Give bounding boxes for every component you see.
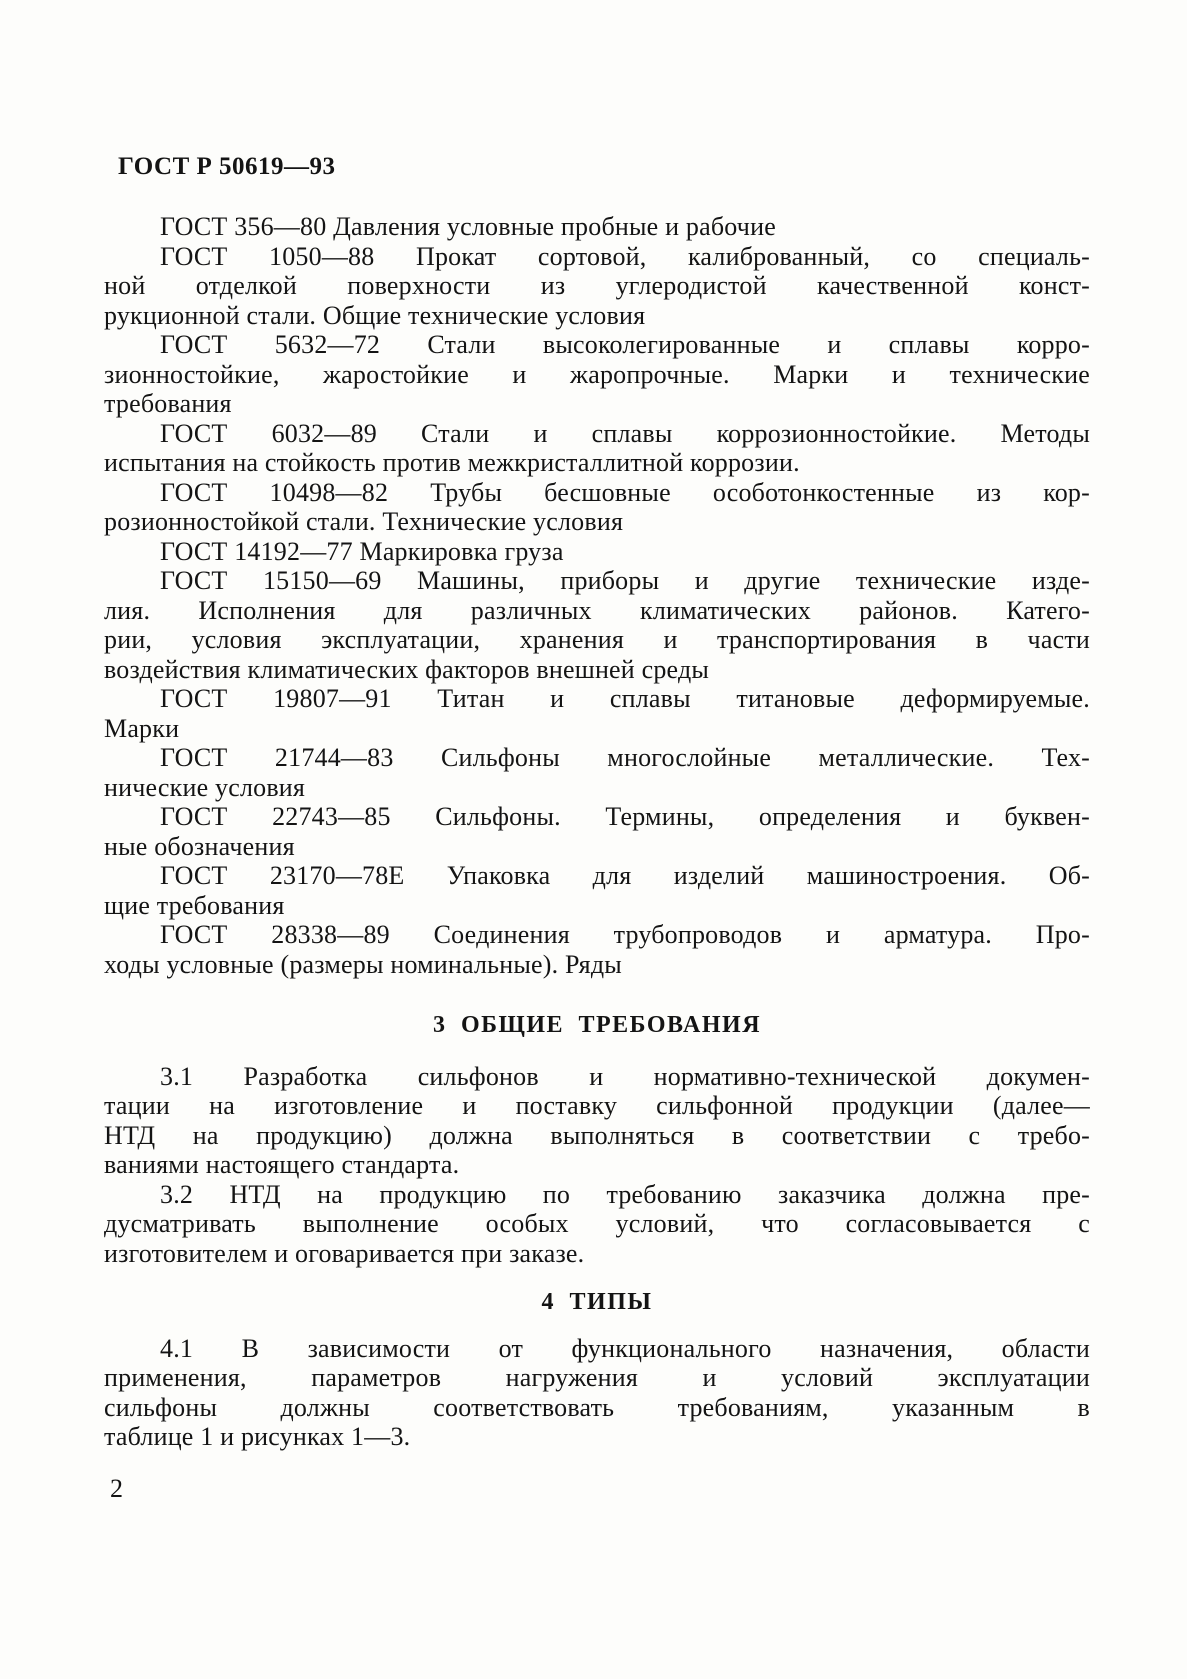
text-line: рии, условия эксплуатации, хранения и транспортирования в части (104, 625, 1090, 654)
reference-paragraph (104, 242, 1090, 331)
text-line: розионностойкой стали. Технические условия (104, 507, 624, 536)
text-line: ГОСТ 22743—85 Сильфоны. Термины, определения и буквен- (160, 802, 1090, 831)
page-number: 2 (110, 1474, 123, 1503)
text-line: щие требования (104, 890, 285, 920)
text-line: 3.2 НТД на продукцию по требованию заказчика должна пре- (160, 1179, 1090, 1209)
text-line: лия. Исполнения для различных климатических районов. Катего- (104, 595, 1090, 625)
text-line: ГОСТ 1050—88 Прокат сортовой, калиброванный, со специаль- (160, 241, 1090, 271)
running-header: ГОСТ Р 50619—93 (118, 153, 336, 180)
text-line: дусматривать выполнение особых условий, что согласовывается с (104, 1209, 1090, 1238)
reference-paragraph (104, 684, 1090, 743)
text-line: требования (104, 389, 232, 418)
body-paragraph (104, 1180, 1090, 1269)
reference-paragraph (104, 802, 1090, 861)
text-line: ГОСТ 28338—89 Соединения трубопроводов и арматура. Про- (160, 920, 1090, 949)
text-line: ГОСТ 19807—91 Титан и сплавы титановые деформируемые. (160, 684, 1090, 713)
reference-paragraph (104, 212, 1090, 242)
text-line: Марки (104, 713, 180, 743)
text-line: ходы условные (размеры номинальные). Ряды (104, 949, 622, 979)
text-line: ные обозначения (104, 831, 295, 861)
text-line: ной отделкой поверхности из углеродистой качественной конст- (104, 271, 1090, 300)
text-line: ваниями настоящего стандарта. (104, 1150, 460, 1179)
section-heading-general-requirements: 3 ОБЩИЕ ТРЕБОВАНИЯ (432, 1012, 762, 1038)
reference-paragraph (104, 743, 1090, 802)
body-paragraph (104, 1062, 1090, 1180)
text-line: ГОСТ 15150—69 Машины, приборы и другие технические изде- (160, 566, 1090, 595)
text-line: воздействия климатических факторов внешней среды (104, 654, 710, 684)
reference-paragraph (104, 419, 1090, 478)
text-line: сильфоны должны соответствовать требованиям, указанным в (104, 1392, 1090, 1422)
page-content (104, 212, 1090, 1452)
text-line: ГОСТ 23170—78Е Упаковка для изделий машиностроения. Об- (160, 861, 1090, 890)
text-line: ГОСТ 10498—82 Трубы бесшовные особотонкостенные из кор- (160, 477, 1090, 507)
text-line: испытания на стойкость против межкристаллитной коррозии. (104, 448, 800, 477)
reference-paragraph (104, 478, 1090, 537)
text-line: тации на изготовление и поставку сильфонной продукции (далее— (104, 1091, 1090, 1120)
text-line: ГОСТ 356—80 Давления условные пробные и рабочие (160, 212, 776, 241)
reference-paragraph (104, 920, 1090, 979)
text-line: рукционной стали. Общие технические условия (104, 300, 646, 330)
text-line: ГОСТ 14192—77 Маркировка груза (160, 536, 564, 566)
text-line: 3.1 Разработка сильфонов и нормативно-технической докумен- (160, 1061, 1090, 1091)
text-line: 4.1 В зависимости от функционального назначения, области (160, 1333, 1090, 1363)
text-line: ГОСТ 5632—72 Стали высоколегированные и сплавы корро- (160, 330, 1090, 359)
reference-paragraph (104, 566, 1090, 684)
body-paragraph (104, 1334, 1090, 1452)
text-line: ГОСТ 6032—89 Стали и сплавы коррозионностойкие. Методы (160, 418, 1090, 448)
reference-paragraph (104, 330, 1090, 419)
text-line: таблице 1 и рисунках 1—3. (104, 1422, 411, 1451)
text-line: изготовителем и оговаривается при заказе. (104, 1238, 585, 1268)
section-heading-types: 4 ТИПЫ (541, 1289, 653, 1315)
text-line: ГОСТ 21744—83 Сильфоны многослойные металлические. Тех- (160, 743, 1090, 772)
reference-paragraph (104, 537, 1090, 567)
references-list (104, 212, 1090, 979)
text-line: нические условия (104, 772, 306, 802)
text-line: НТД на продукцию) должна выполняться в соответствии с требо- (104, 1120, 1090, 1150)
text-line: применения, параметров нагружения и условий эксплуатации (104, 1363, 1090, 1392)
reference-paragraph (104, 861, 1090, 920)
text-line: зионностойкие, жаростойкие и жаропрочные. Марки и технические (104, 359, 1090, 389)
